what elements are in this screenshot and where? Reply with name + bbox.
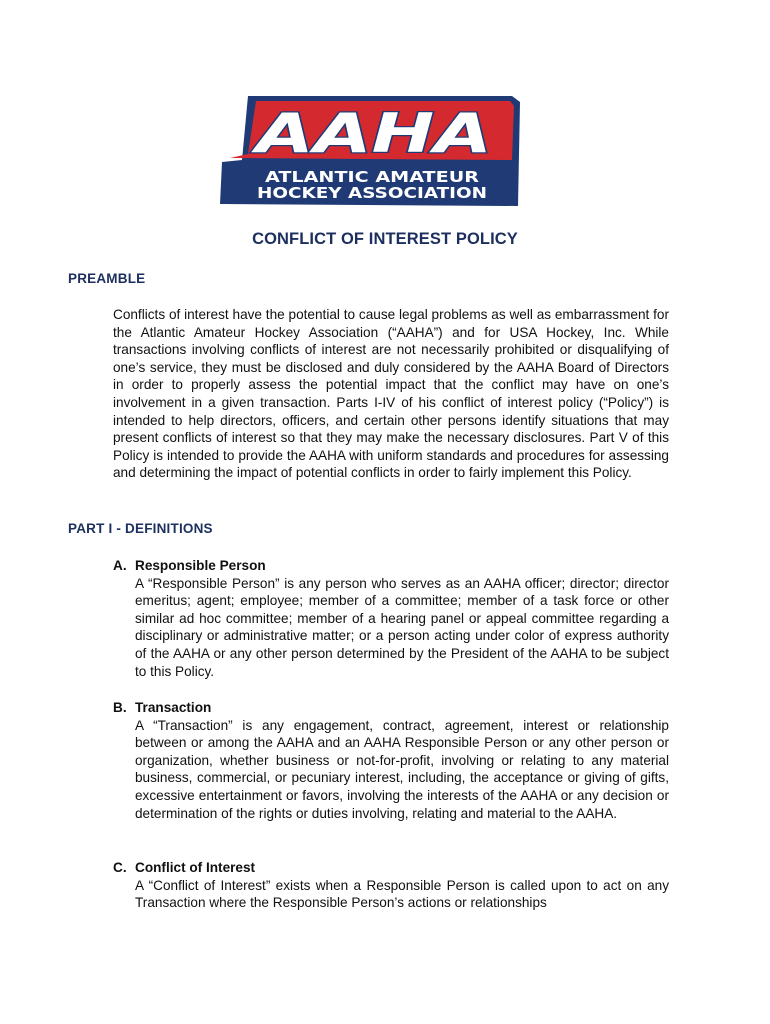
logo-line-1: ATLANTIC AMATEUR bbox=[265, 168, 480, 186]
definition-heading bbox=[113, 859, 669, 877]
aaha-logo bbox=[220, 96, 520, 208]
definition-heading bbox=[113, 699, 669, 717]
definition-responsible-person bbox=[113, 557, 669, 680]
definition-letter: A. bbox=[113, 558, 127, 573]
logo-acronym: AAHA bbox=[250, 102, 492, 165]
preamble-text: Conflicts of interest have the potential to cause legal problems as well as embarrassment for the Atlantic Amateur Hockey Association (“AAHA”) and for USA Hockey, Inc. While transactions involving conflicts of interest are not necessarily prohibited or disqualifying of one’s service, they must be disclosed and duly considered by the AAHA Board of Directors in order to properly assess the potential impact that the conflict may have on one’s involvement in a given transaction. Parts I-IV of his conflict of interest policy (“Policy”) is intended to help directors, officers, and certain other persons identify situations that may present conflicts of interest so that they may make the necessary disclosures. Part V of this Policy is intended to provide the AAHA with uniform standards and procedures for assessing and determining the impact of potential conflicts in order to fairly implement this Policy. bbox=[113, 307, 669, 481]
part1-heading: PART I - DEFINITIONS bbox=[68, 521, 213, 536]
definition-term: Responsible Person bbox=[135, 558, 266, 573]
definition-heading bbox=[113, 557, 669, 575]
definition-transaction bbox=[113, 699, 669, 822]
definition-term: Conflict of Interest bbox=[135, 860, 256, 875]
definition-text: A “Responsible Person” is any person who serves as an AAHA officer; director; director emeritus; agent; employee; member of a committee; member of a task force or other similar ad hoc committee; member of a hearing panel or appeal committee regarding a disciplinary or administrative matter; or a person acting under color of express authority of the AAHA or any other person determined by the President of the AAHA to be subject to this Policy. bbox=[135, 575, 669, 679]
page-title: CONFLICT OF INTEREST POLICY bbox=[252, 230, 518, 248]
definition-conflict-of-interest bbox=[113, 859, 669, 912]
definition-text: A “Conflict of Interest” exists when a Responsible Person is called upon to act on any Transaction where the Responsible Person’s actions or relationships bbox=[135, 877, 669, 911]
preamble-heading: PREAMBLE bbox=[68, 271, 146, 286]
definition-letter: B. bbox=[113, 700, 127, 715]
definition-text: A “Transaction” is any engagement, contract, agreement, interest or relationship between or among the AAHA and an AAHA Responsible Person or any other person or organization, whether business or not-for-profit, involving or relating to any material business, commercial, or pecuniary interest, including, the acceptance or giving of gifts, excessive entertainment or favors, involving the interests of the AAHA or any decision or determination of the rights or duties involving, relating and material to the AAHA. bbox=[135, 717, 669, 821]
logo-line-2: HOCKEY ASSOCIATION bbox=[257, 184, 487, 202]
definition-letter: C. bbox=[113, 860, 127, 875]
definition-term: Transaction bbox=[135, 700, 212, 715]
